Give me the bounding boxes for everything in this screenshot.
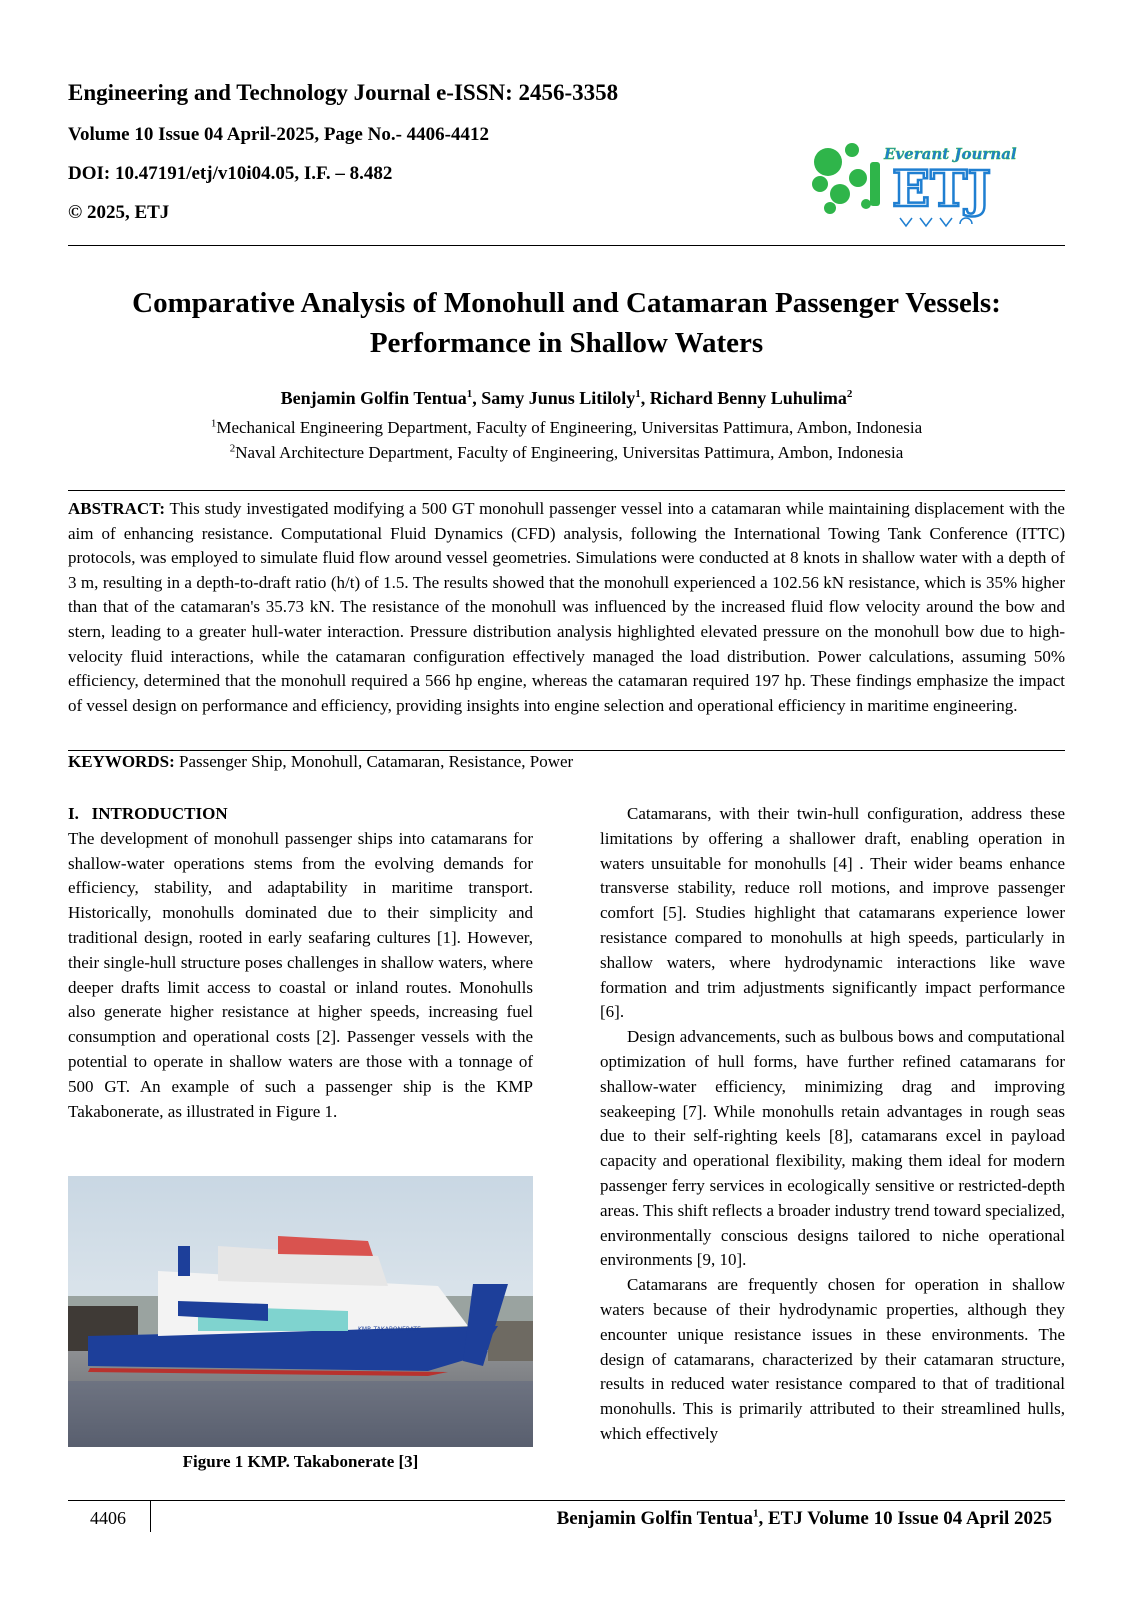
ship-photo (68, 1176, 533, 1447)
affiliation-1-text: Mechanical Engineering Department, Faculty of Engineering, Universitas Pattimura, Ambon, Indonesia (216, 418, 923, 437)
left-column (68, 802, 533, 1124)
right-paragraph-2: Design advancements, such as bulbous bows and computational optimization of hull forms, have further refined catamarans for shallow-water efficiency, minimizing drag and improving seakeeping [7]. While monohulls retain advantages in rough seas due to their self-righting keels [8], catamarans excel in payload capacity and operational flexibility, making them ideal for modern passenger ferry services in ecologically sensitive or restricted-depth areas. This shift reflects a broader industry trend toward specialized, environmentally conscious designs tailored to niche operational environments [9, 10]. (600, 1027, 1065, 1270)
abstract-text: This study investigated modifying a 500 GT monohull passenger vessel into a catamaran while maintaining displacement with the aim of enhancing resistance. Computational Fluid Dynamics (CFD) analysis, following the International Towing Tank Conference (ITTC) protocols, was employed to simulate fluid flow around vessel geometries. Simulations were conducted at 8 knots in shallow water with a depth of 3 m, resulting in a depth-to-draft ratio (h/t) of 1.5. The results showed that the monohull experienced a 102.56 kN resistance, which is 35% higher than that of the catamaran's 35.73 kN. The resistance of the monohull was influenced by the increased fluid flow velocity around the bow and stern, leading to a greater hull-water interaction. Pressure distribution analysis highlighted elevated pressure on the monohull bow due to high-velocity fluid interactions, while the catamaran configuration effectively managed the load distribution. Power calculations, assuming 50% efficiency, determined that the monohull required a 566 hp engine, whereas the catamaran required 197 hp. These findings emphasize the impact of vessel design on performance and efficiency, providing insights into engine selection and operational efficiency in maritime engineering. (68, 499, 1065, 715)
footer-rest: , ETJ Volume 10 Issue 04 April 2025 (758, 1508, 1052, 1529)
etj-logo (800, 122, 1020, 232)
figure-caption: Figure 1 KMP. Takabonerate [3] (182, 1452, 419, 1471)
author-1: Benjamin Golfin Tentua (280, 388, 467, 408)
page-number: 4406 (90, 1508, 126, 1528)
keywords-label: KEYWORDS: (68, 752, 175, 771)
keywords-text: Passenger Ship, Monohull, Catamaran, Resistance, Power (178, 752, 574, 771)
author-2: Samy Junus Litiloly (481, 388, 636, 408)
footer-author: Benjamin Golfin Tentua (556, 1508, 753, 1529)
footer-rule (68, 1500, 1065, 1501)
section-heading: I. INTRODUCTION (68, 804, 228, 823)
paper-title (68, 283, 1065, 363)
journal-name: Engineering and Technology Journal e-ISSN: 2456-3358 (68, 80, 619, 105)
footer-citation (557, 1508, 1052, 1530)
author-3-sup: 2 (846, 388, 853, 400)
author-list: Benjamin Golfin Tentua$^1$, Samy Junus Litiloly$^1$, Richard Benny Luhulima$^2$ (280, 388, 853, 408)
footer-author-sup: 1 (753, 1507, 759, 1520)
affiliation-1-sup: 1 (210, 417, 217, 430)
author-3: Richard Benny Luhulima (649, 388, 847, 408)
logo-mark: ETJ (892, 159, 991, 218)
abstract-bottom-rule (68, 750, 1065, 751)
volume-info: Volume 10 Issue 04 April-2025, Page No.- 4406-4412 (68, 124, 489, 145)
hull-name: KMP. TAKABONERATE (358, 1326, 421, 1333)
keywords (68, 752, 1065, 772)
intro-paragraph: The development of monohull passenger ships into catamarans for shallow-water operations stems from the evolving demands for efficiency, stability, and adaptability in maritime transport. Historically, monohulls dominated due to their simplicity and traditional design, rooted in early seafaring cultures [1]. However, their single-hull structure poses challenges in shallow waters, where deeper drafts limit access to coastal or inland routes. Monohulls also generate higher resistance at higher speeds, increasing fuel consumption and operational costs [2]. Passenger vessels with the potential to operate in shallow waters are those with a tonnage of 500 GT. An example of such a passenger ship is the KMP Takabonerate, as illustrated in Figure 1. (68, 828, 533, 1121)
right-paragraph-3: Catamarans are frequently chosen for operation in shallow waters because of their hydrodynamic properties, although they encounter unique resistance issues in these environments. The design of catamarans, characterized by their catamaran structure, results in reduced water resistance compared to that of traditional monohulls. This is primarily attributed to their streamlined hulls, which effectively (600, 1275, 1065, 1443)
abstract-label: ABSTRACT: (68, 499, 165, 518)
logo-name: Everant Journal (884, 145, 1017, 163)
header-rule (68, 245, 1065, 246)
copyright-line: © 2025, ETJ (68, 202, 170, 223)
doi-line: DOI: 10.47191/etj/v10i04.05, I.F. – 8.482 (68, 163, 393, 184)
title-line-2: Performance in Shallow Waters (369, 327, 764, 359)
author-1-sup: 1 (466, 388, 473, 400)
title-line-1: Comparative Analysis of Monohull and Catamaran Passenger Vessels: (132, 287, 1001, 319)
affiliation-1 (68, 418, 1065, 438)
affiliation-2 (68, 443, 1065, 463)
footer-divider (150, 1500, 151, 1532)
author-2-sup: 1 (635, 388, 641, 400)
abstract-top-rule (68, 490, 1065, 491)
right-column (600, 802, 1065, 1447)
right-paragraph-1: Catamarans, with their twin-hull configuration, address these limitations by offering a shallower draft, enabling operation in waters unsuitable for monohulls [4] . Their wider beams enhance transverse stability, reduce roll motions, and improve passenger comfort [5]. Studies highlight that catamarans experience lower resistance compared to monohulls at high speeds, particularly in shallow waters, where hydrodynamic interactions like wave formation and trim adjustments significantly impact performance [6]. (600, 804, 1065, 1022)
affiliation-2-text: Naval Architecture Department, Faculty of Engineering, Universitas Pattimura, Ambon, Indonesia (235, 443, 904, 462)
abstract (68, 497, 1065, 718)
affiliation-2-sup: 2 (229, 442, 236, 455)
